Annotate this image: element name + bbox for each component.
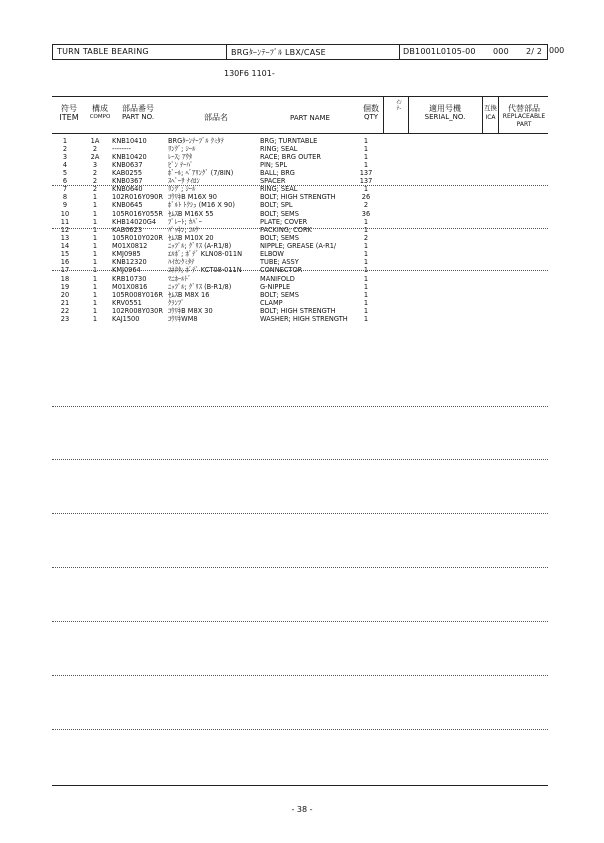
cell-part-name: BALL; BRG: [260, 168, 295, 177]
table-header-border: [52, 133, 548, 134]
row-group-separator: [52, 567, 548, 568]
header-extra: 000: [549, 46, 565, 55]
cell-item: 14: [60, 242, 70, 251]
col-ica: 互換 ICA: [484, 104, 497, 121]
cell-item: 12: [60, 225, 70, 234]
row-group-separator: [52, 270, 548, 271]
cell-compo: 1: [92, 242, 98, 251]
cell-qty: 26: [361, 193, 371, 202]
cell-qty: 1: [363, 250, 369, 259]
header-page: 2/ 2: [526, 47, 543, 56]
cell-part-name: G-NIPPLE: [260, 282, 291, 291]
cell-part-no: KNB0637: [112, 160, 143, 169]
cell-item: 15: [60, 250, 70, 259]
cell-compo: 1: [92, 266, 98, 275]
cell-compo: 1A: [90, 136, 100, 145]
col-compo: 構成 COMPO: [89, 104, 111, 120]
cell-name-jp: ﾊﾟｯｷﾝ; ｺﾙｸ: [168, 225, 199, 234]
cell-name-jp: ﾋﾟﾝ ﾃｰﾊﾟ: [168, 160, 194, 169]
col-name-jp: 部品名: [204, 113, 228, 122]
col-part-name: PART NAME: [290, 114, 330, 122]
cell-name-jp: ﾎﾞﾙﾄ ﾄｸｼｭ (M16 X 90): [168, 201, 235, 210]
cell-part-name: BOLT; SEMS: [260, 209, 299, 218]
cell-name-jp: ｺｳﾘｷB M8X 30: [168, 307, 213, 316]
cell-compo: 1: [92, 225, 98, 234]
cell-qty: 1: [363, 298, 369, 307]
column-separator: [408, 96, 409, 133]
cell-part-no: 102R016Y090R: [112, 193, 163, 202]
cell-qty: 1: [363, 258, 369, 267]
cell-part-name: BOLT; SEMS: [260, 290, 299, 299]
col-serial: 適用号機 SERIAL_NO.: [424, 104, 466, 121]
col-qty: 個数 QTY: [363, 104, 379, 121]
column-separator: [383, 96, 384, 133]
cell-name-jp: ｾﾑｽB M8X 16: [168, 290, 210, 299]
cell-qty: 1: [363, 225, 369, 234]
cell-part-no: 105R008Y016R: [112, 290, 163, 299]
row-group-separator: [52, 513, 548, 514]
header-doc-no: DB1001L0105-00: [403, 47, 476, 56]
cell-qty: 1: [363, 136, 369, 145]
cell-compo: 2A: [90, 152, 100, 161]
cell-part-no: KNB0640: [112, 185, 143, 194]
cell-qty: 1: [363, 315, 369, 324]
cell-compo: 1: [92, 290, 98, 299]
cell-name-jp: ｾﾑｽB M16X 55: [168, 209, 214, 218]
cell-compo: 1: [92, 315, 98, 324]
cell-part-no: KNB10420: [112, 152, 147, 161]
cell-item: 2: [62, 144, 68, 153]
cell-qty: 1: [363, 242, 369, 251]
cell-part-name: CONNECTOR: [260, 266, 303, 275]
cell-name-jp: ｴﾙﾎﾞ; ﾎﾞﾃﾞ KLN08-011N: [168, 250, 243, 259]
cell-item: 16: [60, 258, 70, 267]
cell-item: 5: [62, 168, 68, 177]
cell-part-name: RING; SEAL: [260, 185, 298, 194]
cell-compo: 2: [92, 168, 98, 177]
cell-part-no: 105R016Y055R: [112, 209, 163, 218]
cell-item: 20: [60, 290, 70, 299]
header-title: TURN TABLE BEARING: [57, 47, 149, 56]
cell-part-name: MANIFOLD: [260, 274, 295, 283]
cell-name-jp: ﾊｲｶﾝｸﾐﾀﾃ: [168, 258, 195, 267]
row-group-separator: [52, 459, 548, 460]
row-group-separator: [52, 621, 548, 622]
row-group-separator: [52, 729, 548, 730]
cell-qty: 1: [363, 144, 369, 153]
cell-item: 13: [60, 233, 70, 242]
cell-compo: 1: [92, 258, 98, 267]
model-subheader: 130F6 1101-: [224, 69, 275, 78]
cell-part-no: KNB0645: [112, 201, 143, 210]
cell-part-name: CLAMP: [260, 298, 283, 307]
cell-compo: 2: [92, 177, 98, 186]
cell-name-jp: ｺｳﾘｷB M16X 90: [168, 193, 217, 202]
cell-item: 22: [60, 307, 70, 316]
cell-qty: 1: [363, 274, 369, 283]
cell-part-no: 105R010Y020R: [112, 233, 163, 242]
cell-qty: 1: [363, 307, 369, 316]
col-item: 符号 ITEM: [59, 104, 79, 122]
cell-qty: 1: [363, 282, 369, 291]
cell-item: 6: [62, 177, 68, 186]
cell-part-name: PLATE; COVER: [260, 217, 308, 226]
cell-part-no: KHB14020G4: [112, 217, 157, 226]
header-jp-title: BRGﾀｰﾝﾃｰﾌﾞﾙ LBX/CASE: [231, 48, 326, 57]
col-replaceable: 代替部品 REPLACEABLE PART: [502, 104, 546, 128]
cell-qty: 1: [363, 266, 369, 275]
cell-name-jp: ｽﾍﾟｰｻ ﾅｲﾛﾝ: [168, 177, 200, 186]
cell-qty: 137: [359, 177, 373, 186]
cell-qty: 1: [363, 290, 369, 299]
cell-part-name: WASHER; HIGH STRENGTH: [260, 315, 348, 324]
cell-item: 8: [62, 193, 68, 202]
cell-part-name: TUBE; ASSY: [260, 258, 299, 267]
cell-qty: 2: [363, 233, 369, 242]
cell-name-jp: ﾆｯﾌﾟﾙ; ｸﾞﾘｽ (B-R1/8): [168, 282, 232, 291]
row-group-separator: [52, 406, 548, 407]
cell-item: 3: [62, 152, 68, 161]
cell-name-jp: ｺﾈｸﾀ; ﾎﾞﾃﾞ KCT08-011N: [168, 266, 242, 275]
cell-qty: 1: [363, 217, 369, 226]
cell-part-name: ELBOW: [260, 250, 284, 259]
cell-part-name: PIN; SPL: [260, 160, 288, 169]
cell-item: 18: [60, 274, 70, 283]
cell-part-name: BRG; TURNTABLE: [260, 136, 318, 145]
page-number: - 38 -: [291, 805, 313, 814]
cell-compo: 1: [92, 250, 98, 259]
cell-part-no: KNB0367: [112, 177, 143, 186]
cell-compo: 1: [92, 193, 98, 202]
cell-part-name: BOLT; SEMS: [260, 233, 299, 242]
cell-item: 17: [60, 266, 70, 275]
header-code: 000: [493, 47, 509, 56]
cell-name-jp: ﾎﾞｰﾙ; ﾍﾞｱﾘﾝｸﾞ (7/8IN): [168, 168, 234, 177]
cell-compo: 1: [92, 307, 98, 316]
cell-compo: 1: [92, 209, 98, 218]
cell-part-name: NIPPLE; GREASE (A-R1/: [260, 242, 337, 251]
cell-part-no: M01X0816: [112, 282, 148, 291]
cell-compo: 2: [92, 185, 98, 194]
column-separator: [498, 96, 499, 133]
cell-part-name: PACKING; CORK: [260, 225, 312, 234]
header-bar: [52, 44, 548, 60]
cell-item: 21: [60, 298, 70, 307]
cell-qty: 1: [363, 185, 369, 194]
cell-compo: 1: [92, 217, 98, 226]
cell-name-jp: ﾌﾟﾚｰﾄ; ｶﾊﾞｰ: [168, 217, 202, 226]
cell-item: 7: [62, 185, 68, 194]
cell-qty: 1: [363, 160, 369, 169]
cell-name-jp: ｾﾑｽB M10X 20: [168, 233, 214, 242]
cell-item: 10: [60, 209, 70, 218]
cell-item: 1: [62, 136, 68, 145]
row-group-separator: [52, 675, 548, 676]
cell-item: 9: [62, 201, 68, 210]
row-group-separator: [52, 228, 548, 229]
cell-part-no: KNB12320: [112, 258, 147, 267]
cell-part-no: KAJ1500: [112, 315, 140, 324]
cell-part-no: KRB10730: [112, 274, 147, 283]
cell-qty: 36: [361, 209, 371, 218]
cell-item: 19: [60, 282, 70, 291]
cell-qty: 137: [359, 168, 373, 177]
cell-compo: 2: [92, 144, 98, 153]
cell-part-name: RACE; BRG OUTER: [260, 152, 321, 161]
cell-part-no: KAB0255: [112, 168, 143, 177]
cell-compo: 1: [92, 282, 98, 291]
cell-part-name: RING; SEAL: [260, 144, 298, 153]
cell-name-jp: ｺｳﾘｷWM8: [168, 315, 198, 324]
cell-qty: 1: [363, 152, 369, 161]
cell-name-jp: ｸﾗﾝﾌﾟ: [168, 298, 185, 307]
cell-item: 11: [60, 217, 70, 226]
cell-item: 23: [60, 315, 70, 324]
col-part-no: 部品番号 PART NO.: [121, 104, 155, 121]
cell-qty: 2: [363, 201, 369, 210]
table-top-border: [52, 96, 548, 97]
cell-compo: 1: [92, 233, 98, 242]
cell-part-name: BOLT; HIGH STRENGTH: [260, 193, 336, 202]
cell-item: 4: [62, 160, 68, 169]
cell-name-jp: ﾏﾆﾎｰﾙﾄﾞ: [168, 274, 192, 283]
cell-part-no: KNB10410: [112, 136, 147, 145]
cell-part-no: M01X0812: [112, 242, 148, 251]
cell-part-no: --------: [112, 144, 132, 153]
cell-part-no: KAB0623: [112, 225, 143, 234]
cell-part-no: KRV0551: [112, 298, 142, 307]
table-row: [52, 315, 548, 324]
cell-name-jp: ﾆｯﾌﾟﾙ; ｸﾞﾘｽ (A-R1/8): [168, 242, 232, 251]
cell-name-jp: ﾘﾝｸﾞ; ｼｰﾙ: [168, 185, 196, 194]
cell-part-name: BOLT; SPL: [260, 201, 293, 210]
cell-name-jp: BRGﾀｰﾝﾃｰﾌﾞﾙ ｸﾐﾀﾃ: [168, 136, 224, 145]
cell-part-name: SPACER: [260, 177, 286, 186]
col-inna: ｲﾝﾅ-: [396, 100, 402, 112]
cell-compo: 1: [92, 274, 98, 283]
cell-part-name: BOLT; HIGH STRENGTH: [260, 307, 336, 316]
row-group-separator: [52, 185, 548, 186]
cell-name-jp: ﾘﾝｸﾞ; ｼｰﾙ: [168, 144, 196, 153]
cell-compo: 1: [92, 298, 98, 307]
cell-part-no: 102R008Y030R: [112, 307, 163, 316]
cell-name-jp: ﾚｰｽ; ｱｳﾀ: [168, 152, 193, 161]
cell-compo: 3: [92, 160, 98, 169]
cell-part-no: KMJ0985: [112, 250, 141, 259]
cell-compo: 1: [92, 201, 98, 210]
header-divider: [399, 45, 400, 59]
header-divider: [226, 45, 227, 59]
cell-part-no: KMJ0964: [112, 266, 141, 275]
table-bottom-border: [52, 785, 548, 786]
